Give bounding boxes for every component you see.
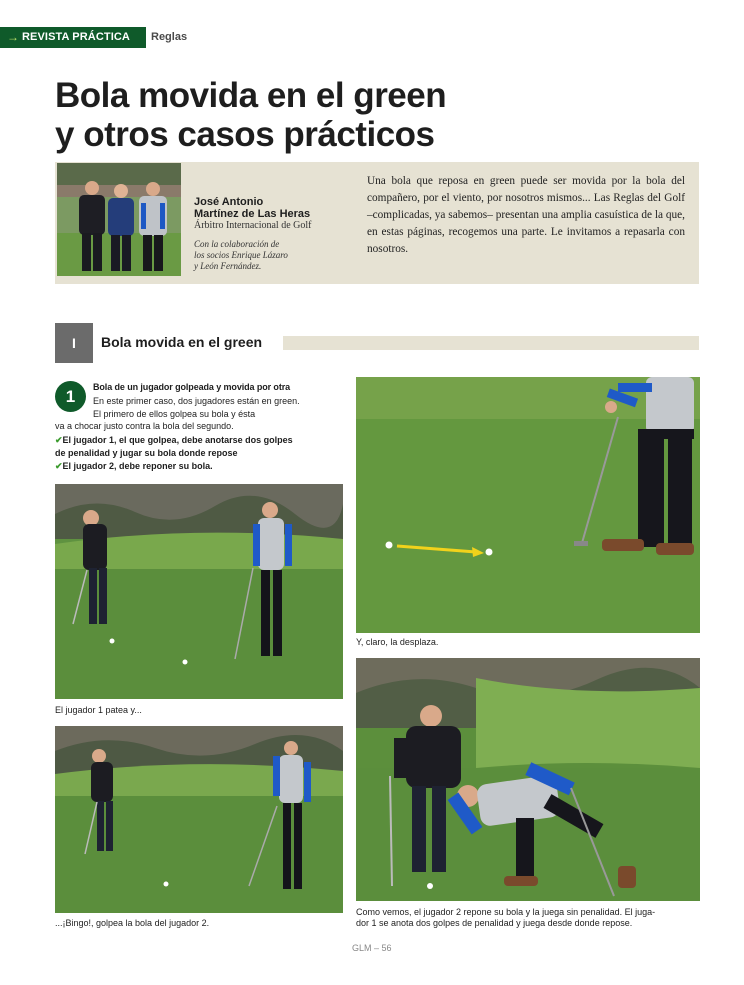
author-last-name: Martínez de Las Heras: [194, 208, 311, 220]
subsection-label: Reglas: [151, 31, 188, 43]
author-first-name: José Antonio: [194, 196, 264, 208]
case-body-2: va a chocar justo contra la bola del segundo.: [55, 421, 234, 431]
rule-item: [55, 434, 305, 447]
photo-caption-2: ...¡Bingo!, golpea la bola del jugador 2.: [55, 918, 210, 928]
photo-caption-3: Y, claro, la desplaza.: [356, 637, 439, 647]
section-number: I: [55, 323, 93, 363]
title-line-1: Bola movida en el green: [55, 76, 447, 115]
author-photo: [57, 163, 181, 276]
author-name: [194, 196, 310, 220]
photo-player1-putts: [55, 484, 343, 699]
case-number-badge: 1: [55, 381, 86, 412]
caption-4-line-1: Como vemos, el jugador 2 repone su bola y la juega sin penalidad. El juga-: [356, 907, 656, 917]
rule-2: El jugador 2, debe reponer su bola.: [62, 461, 213, 471]
page-title: [55, 76, 675, 154]
author-role: Árbitro Internacional de Golf: [194, 220, 312, 231]
section-tag: [0, 27, 146, 48]
intro-paragraph: Una bola que reposa en green puede ser movida por la bola del compañero, por el viento, por nosotros mismos... Las Reglas del Golf –complicadas, ya sabemos– presentan una amplia casuística de la que, en estas páginas, recogemos una parte. Le invitamos a repasarla con nosotros.: [367, 175, 685, 255]
photo-ball-displaced: [356, 377, 700, 633]
collaboration-note: [194, 239, 314, 272]
checkmark-icon: ✔: [55, 461, 63, 471]
photo-ball-hit: [55, 726, 343, 913]
rule-item: [55, 460, 305, 473]
rule-1-line-1: El jugador 1, el que golpea, debe anotarse dos golpes: [62, 435, 293, 445]
collab-line-2: los socios Enrique Lázaro: [194, 250, 288, 260]
checkmark-icon: ✔: [55, 435, 63, 445]
collab-line-1: Con la colaboración de: [194, 239, 280, 249]
photo-caption-4: [356, 907, 700, 929]
photo-caption-1: El jugador 1 patea y...: [55, 705, 142, 715]
collab-line-3: y León Fernández.: [194, 261, 262, 271]
title-line-2: y otros casos prácticos: [55, 115, 435, 154]
caption-4-line-2: dor 1 se anota dos golpes de penalidad y juega desde donde repose.: [356, 918, 633, 928]
section-rule: [283, 336, 699, 350]
section-title: Bola movida en el green: [101, 334, 263, 350]
case-body-1: En este primer caso, dos jugadores están en green. El primero de ellos golpea su bola y ésta: [93, 396, 300, 419]
case-rules: [55, 434, 305, 473]
page-folio: GLM – 56: [352, 943, 392, 953]
photo-ball-replaced: [356, 658, 700, 901]
rule-item-continued: de penalidad y jugar su bola donde repose: [55, 448, 238, 458]
arrow-right-icon: →: [7, 30, 20, 44]
case-heading: Bola de un jugador golpeada y movida por otra: [93, 382, 291, 392]
section-label: REVISTA PRÁCTICA: [22, 31, 130, 43]
